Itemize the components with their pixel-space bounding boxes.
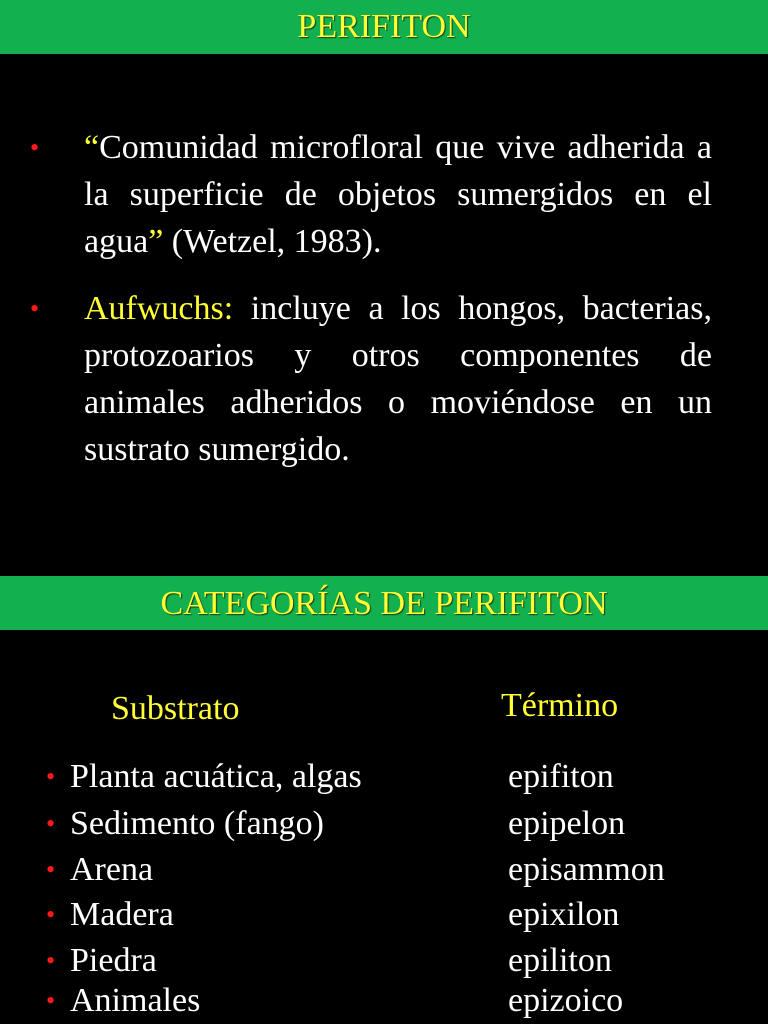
definition-text: Comunidad microfloral que vive adherida a la superficie de objetos sumergidos en el agua bbox=[84, 129, 712, 260]
slide-title-banner bbox=[0, 576, 768, 630]
category-substrate: Animales bbox=[70, 982, 201, 1019]
slide-title: PERIFITON bbox=[297, 8, 471, 45]
category-row bbox=[0, 978, 768, 1024]
category-term: epixilon bbox=[508, 896, 620, 933]
column-header-termino: Término bbox=[501, 687, 619, 724]
red-bullet-icon: • bbox=[46, 855, 56, 884]
definition-item-perifiton bbox=[0, 124, 768, 265]
definition-text: incluye a los hongos, bacterias, protozoarios y otros componentes de animales adheridos o moviéndose en un sustrato sumergido. bbox=[84, 290, 712, 468]
red-bullet-icon: • bbox=[30, 133, 40, 162]
category-term: epipelon bbox=[508, 805, 626, 842]
red-bullet-icon: • bbox=[46, 986, 56, 1015]
slide-title: CATEGORÍAS DE PERIFITON bbox=[160, 585, 608, 622]
slide-title-banner bbox=[0, 0, 768, 54]
category-substrate: Planta acuática, algas bbox=[70, 758, 362, 795]
category-row bbox=[0, 801, 768, 847]
column-header-substrato: Substrato bbox=[111, 690, 240, 727]
category-substrate: Piedra bbox=[70, 942, 157, 979]
red-bullet-icon: • bbox=[46, 946, 56, 975]
citation: (Wetzel, 1983). bbox=[163, 223, 382, 260]
category-row bbox=[0, 892, 768, 938]
definition-item-aufwuchs bbox=[0, 285, 768, 473]
red-bullet-icon: • bbox=[46, 900, 56, 929]
category-row bbox=[0, 754, 768, 800]
category-substrate: Madera bbox=[70, 896, 174, 933]
red-bullet-icon: • bbox=[30, 294, 40, 323]
red-bullet-icon: • bbox=[46, 762, 56, 791]
category-term: epifiton bbox=[508, 758, 614, 795]
category-term: episammon bbox=[508, 851, 665, 888]
category-row bbox=[0, 847, 768, 893]
category-term: epizoico bbox=[508, 982, 624, 1019]
term-aufwuchs: Aufwuchs: bbox=[84, 290, 234, 327]
definition-list bbox=[0, 124, 768, 473]
category-term: epiliton bbox=[508, 942, 612, 979]
category-substrate: Arena bbox=[70, 851, 154, 888]
open-quote: “ bbox=[84, 129, 100, 166]
red-bullet-icon: • bbox=[46, 809, 56, 838]
category-substrate: Sedimento (fango) bbox=[70, 805, 324, 842]
close-quote: ” bbox=[148, 223, 164, 260]
